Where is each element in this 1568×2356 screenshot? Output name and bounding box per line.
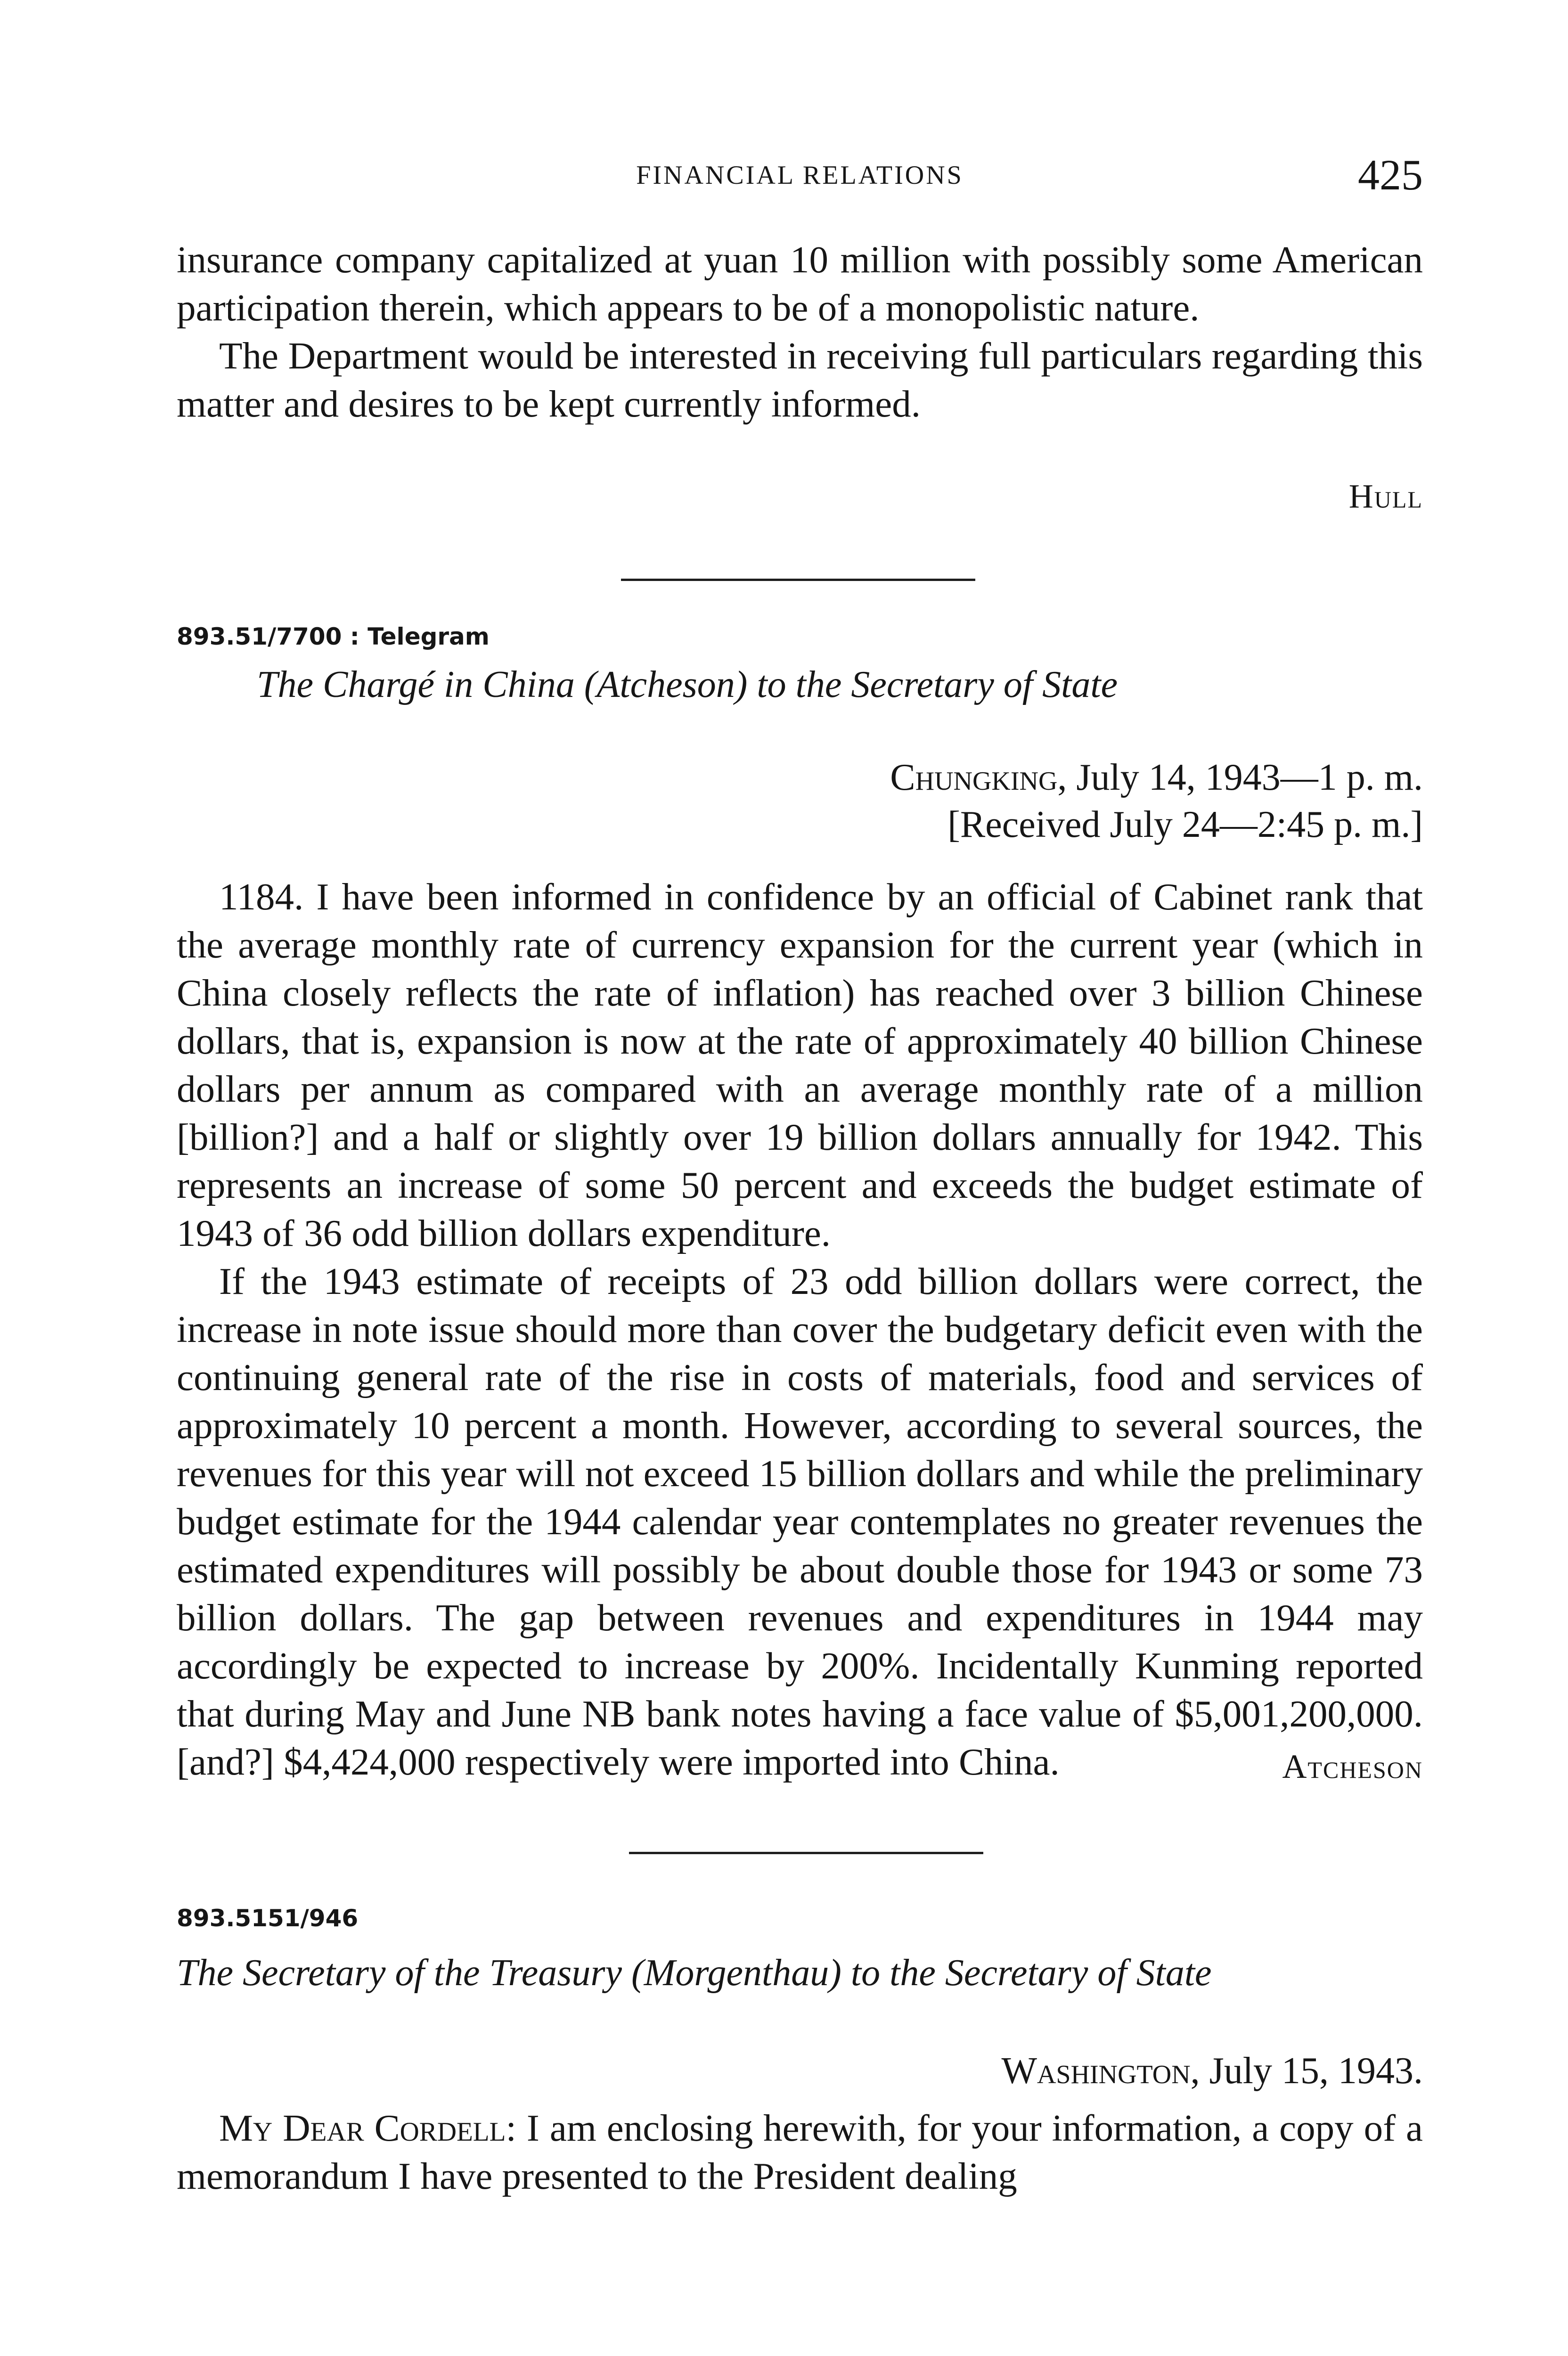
- continuation-paragraph-1: insurance company capitalized at yuan 10 million with possibly some American participation therein, which appears to be of a monopolistic nature.: [177, 238, 1423, 329]
- signature-atcheson: Atcheson: [1282, 1748, 1423, 1785]
- dateline-1-date: July 14, 1943—1 p. m.: [1076, 757, 1423, 798]
- letter-text: I am enclosing herewith, for your information, a copy of a memorandum I have presented to the President dealing: [177, 2107, 1423, 2197]
- letter-body: [177, 2104, 1423, 2200]
- dateline-2-place: Washington,: [1001, 2050, 1200, 2092]
- telegram-paragraph-1: 1184. I have been informed in confidence by an official of Cabinet rank that the average monthly rate of currency expansion for the current year (which in China closely reflects the rate of inflation) has reached over 3 billion Chinese dollars, that is, expansion is now at the rate of approximately 40 billion Chinese dollars per annum as compared with an average monthly rate of a million [billion?] and a half or slightly over 19 billion dollars annually for 1942. This represents an increase of some 50 percent and exceeds the budget estimate of 1943 of 36 odd billion dollars expenditure.: [177, 875, 1423, 1254]
- salutation: My Dear Cordell:: [219, 2107, 516, 2149]
- atcheson-signature-row: [177, 1747, 1423, 1790]
- continuation-paragraph-2: The Department would be interested in receiving full particulars regarding this matter and desires to be kept currently informed.: [177, 335, 1423, 425]
- continuation-section: [177, 236, 1423, 428]
- file-reference-2: 893.5151/946: [177, 1905, 359, 1932]
- running-title: FINANCIAL RELATIONS: [636, 161, 964, 190]
- document-heading-1: The Chargé in China (Atcheson) to the Secretary of State: [257, 664, 1118, 705]
- dateline-1: [890, 754, 1423, 848]
- dateline-2-date: July 15, 1943.: [1209, 2050, 1423, 2092]
- dateline-1-place: Chungking,: [890, 757, 1067, 798]
- dateline-1-main: [890, 754, 1423, 801]
- document-heading-2: The Secretary of the Treasury (Morgenthau) to the Secretary of State: [177, 1952, 1212, 1994]
- section-divider-2: [629, 1852, 983, 1854]
- file-reference-1: 893.51/7700 : Telegram: [177, 623, 490, 650]
- running-head: [177, 150, 1423, 202]
- page-number: 425: [1358, 151, 1423, 199]
- section-divider-1: [621, 579, 975, 581]
- letter-paragraph-1: [177, 2104, 1423, 2200]
- signature-hull: Hull: [1348, 477, 1423, 515]
- hull-signature-row: [177, 477, 1423, 519]
- telegram-paragraph-2: If the 1943 estimate of receipts of 23 odd billion dollars were correct, the increase in note issue should more than cover the budgetary deficit even with the continuing general rate of the rise in costs of materials, food and services of approximately 10 percent a month. However, according to several sources, the revenues for this year will not exceed 15 billion dollars and while the preliminary budget estimate for the 1944 calendar year contemplates no greater revenues the estimated expenditures will possibly be about double those for 1943 or some 73 billion dollars. The gap between revenues and expenditures in 1944 may accordingly be expected to increase by 200%. Incidentally Kunming reported that during May and June NB bank notes having a face value of $5,001,200,000. [and?] $4,424,000 respectively were imported into China.: [177, 1260, 1423, 1783]
- dateline-2: [1001, 2047, 1423, 2094]
- telegram-body: [177, 873, 1423, 1786]
- received-line-1: [Received July 24—2:45 p. m.]: [947, 804, 1423, 845]
